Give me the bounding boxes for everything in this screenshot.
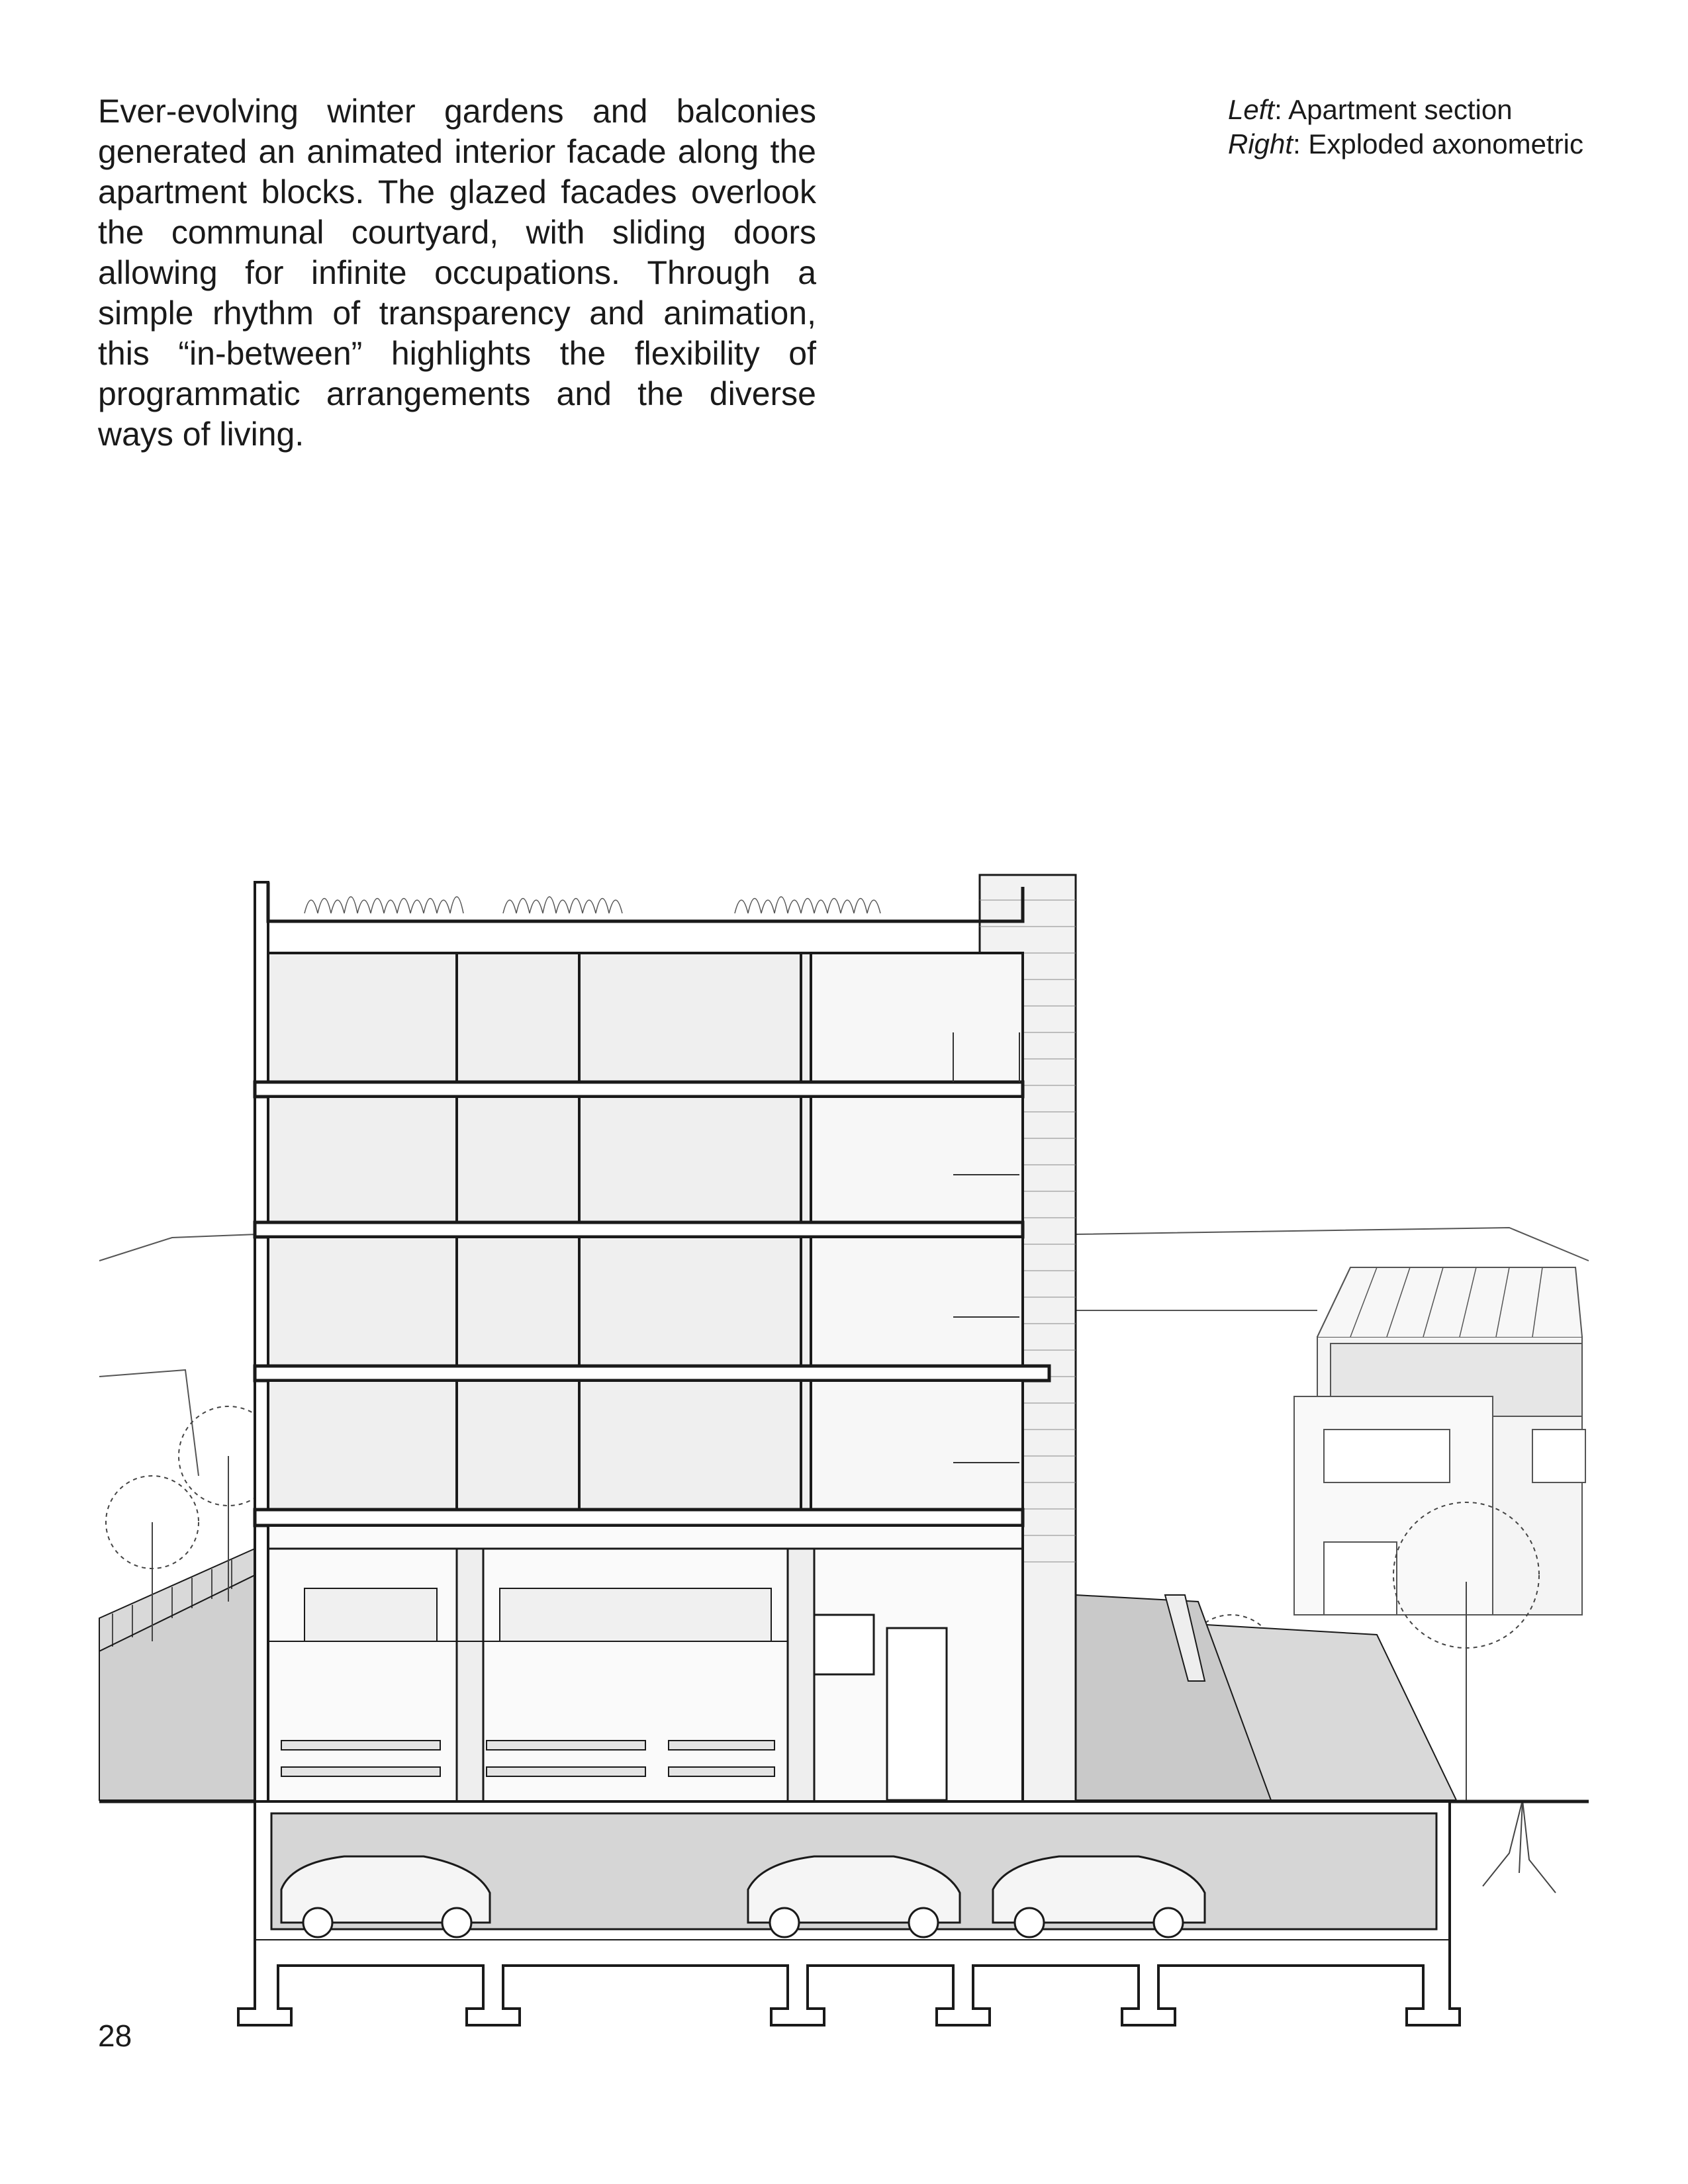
- ground-floor-commons: [268, 1525, 1023, 1801]
- apartment-floors: [255, 953, 1049, 1525]
- basement-parking: [238, 1801, 1460, 2025]
- left-railing: [99, 1549, 258, 1800]
- caption-right-text: : Exploded axonometric: [1293, 128, 1583, 159]
- caption-left-text: : Apartment section: [1274, 94, 1513, 125]
- body-paragraph: Ever-evolving winter gardens and balconies generated an animated interior facade along the apartment blocks. The glazed facades overlook the communal courtyard, with sliding doors allowing for infinite occupations. Through a simple rhythm of transparency and animation, this “in-between” highlights the flexibility of programmatic arrangements and the diverse ways of living.: [98, 93, 816, 453]
- caption-left-label: Left: [1228, 94, 1275, 125]
- caption-right-label: Right: [1228, 128, 1293, 159]
- building-section: [255, 882, 1049, 1802]
- page-number: 28: [98, 2019, 132, 2053]
